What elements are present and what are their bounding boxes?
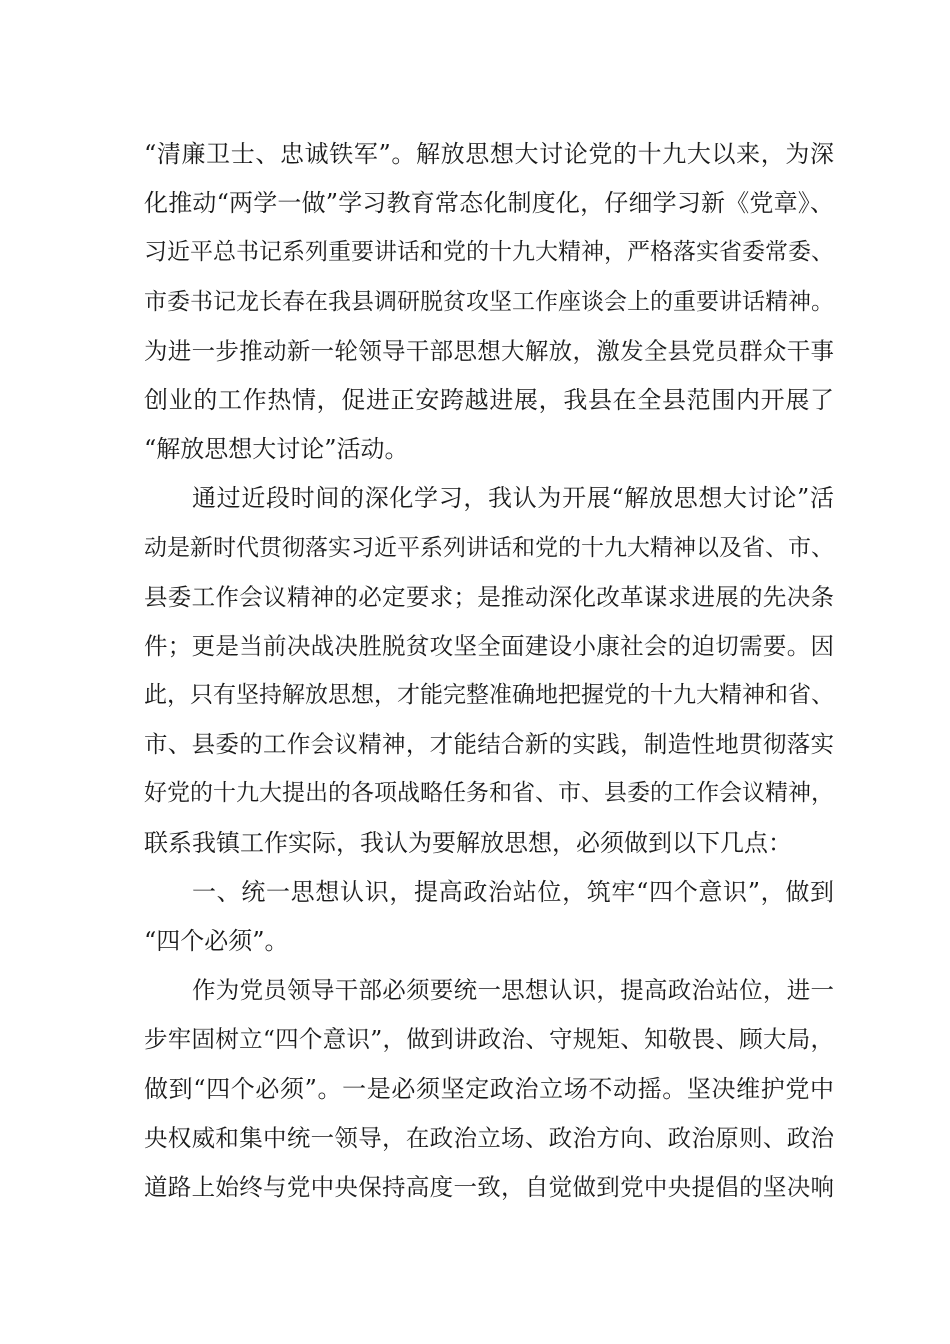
text-line: 习近平总书记系列重要讲话和党的十九大精神，严格落实省委常委、 xyxy=(144,239,834,266)
text-line: 央权威和集中统一领导，在政治立场、政治方向、政治原则、政治 xyxy=(144,1123,834,1152)
text-line: 好党的十九大提出的各项战略任务和省、市、县委的工作会议精神， xyxy=(144,780,834,807)
section-heading-1 xyxy=(144,868,834,966)
text-line: 做到“四个必须”。一是必须坚定政治立场不动摇。坚决维护党中 xyxy=(144,1074,834,1103)
paragraph-4 xyxy=(144,966,834,1212)
text-line: 市委书记龙长春在我县调研脱贫攻坚工作座谈会上的重要讲话精神。 xyxy=(144,288,834,315)
text-line: “解放思想大讨论”活动。 xyxy=(144,435,409,464)
text-line: “清廉卫士、忠诚铁军”。解放思想大讨论党的十九大以来，为深 xyxy=(144,140,834,168)
text-line: 化推动“两学一做”学习教育常态化制度化，仔细学习新《党章》、 xyxy=(144,189,834,218)
text-line: 一、统一思想认识，提高政治站位，筑牢“四个意识”，做到 xyxy=(192,877,834,906)
text-line: 联系我镇工作实际，我认为要解放思想，必须做到以下几点： xyxy=(144,828,792,857)
text-line: 作为党员领导干部必须要统一思想认识，提高政治站位，进一 xyxy=(192,976,834,1005)
text-line: 步牢固树立“四个意识”，做到讲政治、守规矩、知敬畏、顾大局， xyxy=(144,1025,834,1054)
text-line: 件；更是当前决战决胜脱贫攻坚全面建设小康社会的迫切需要。因 xyxy=(144,631,834,660)
paragraph-2 xyxy=(144,474,834,868)
text-line: 为进一步推动新一轮领导干部思想大解放，激发全县党员群众干事 xyxy=(144,336,834,365)
text-line: 创业的工作热情，促进正安跨越进展，我县在全县范围内开展了 xyxy=(144,385,834,414)
text-line: 县委工作会议精神的必定要求；是推动深化改革谋求进展的先决条 xyxy=(144,582,834,611)
text-line: 动是新时代贯彻落实习近平系列讲话和党的十九大精神以及省、市、 xyxy=(144,534,834,561)
text-line: 此，只有坚持解放思想，才能完整准确地把握党的十九大精神和省、 xyxy=(144,682,834,709)
text-line: “四个必须”。 xyxy=(144,927,289,955)
text-line: 市、县委的工作会议精神，才能结合新的实践，制造性地贯彻落实 xyxy=(144,730,834,759)
paragraph-1 xyxy=(144,130,834,474)
text-line: 通过近段时间的深化学习，我认为开展“解放思想大讨论”活 xyxy=(192,484,834,513)
document-body xyxy=(144,130,834,1212)
text-line: 道路上始终与党中央保持高度一致，自觉做到党中央提倡的坚决响 xyxy=(144,1172,834,1201)
